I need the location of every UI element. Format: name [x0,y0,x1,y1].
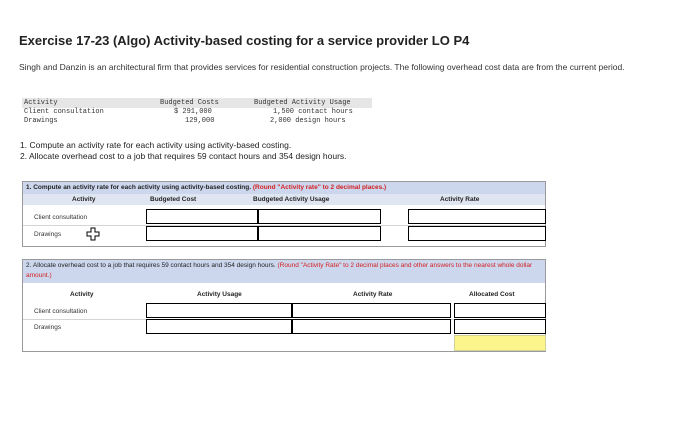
part1-row1-budgeted-cost-input[interactable] [146,209,258,224]
exercise-title: Exercise 17-23 (Algo) Activity-based costing for a service provider LO P4 [19,33,470,48]
part2-prompt-bar [23,260,545,283]
part2-row2-activity-usage-input[interactable] [146,319,292,334]
instruction-2: 2. Allocate overhead cost to a job that requires 59 contact hours and 354 design hours. [20,151,347,161]
part2-header-row [23,288,545,301]
given-header-usage: Budgeted Activity Usage [254,99,351,107]
instructions [20,140,347,162]
given-header-cost: Budgeted Costs [160,99,219,107]
part1-row1-label: Client consultation [34,214,88,221]
intro-text: Singh and Danzin is an architectural firm that provides services for residential construction projects. The following overhead cost data are from the current period. [19,62,625,72]
part2-rounding-note: (Round "Activity Rate" to 2 decimal places and other answers to the nearest whole dollar amount.) [26,262,533,279]
part2-row2-allocated-cost-input[interactable] [454,319,546,334]
move-cursor-icon [86,227,100,241]
given-row1-usage: 1,500 contact hours [273,108,353,116]
part1-col-activity: Activity [72,196,96,203]
part1-col-activity-rate: Activity Rate [440,196,480,203]
part1-col-budgeted-usage: Budgeted Activity Usage [253,196,330,203]
instruction-1: 1. Compute an activity rate for each activity using activity-based costing. [20,140,292,150]
given-row2-usage: 2,000 design hours [270,117,346,125]
part2-col-allocated-cost: Allocated Cost [469,291,515,298]
part2-col-activity-rate: Activity Rate [353,291,393,298]
part2-row1-activity-rate-input[interactable] [292,303,451,318]
part1-row2-label: Drawings [34,231,62,238]
given-data-table [22,98,372,138]
part1-col-budgeted-cost: Budgeted Cost [150,196,197,203]
part2-prompt: 2. Allocate overhead cost to a job that requires 59 contact hours and 354 design hours. [26,262,276,269]
given-row1-activity: Client consultation [24,108,104,116]
part1-row2-budgeted-cost-input[interactable] [146,226,258,241]
part2-table [22,259,546,352]
part2-row2-activity-rate-input[interactable] [292,319,451,334]
part1-table [22,181,546,247]
given-row2-cost: 129,000 [185,117,215,125]
part2-col-activity: Activity [70,291,94,298]
part2-row1-label: Client consultation [34,308,88,315]
part1-row1-activity-usage-input[interactable] [258,209,381,224]
given-row1-cost: $ 291,000 [174,108,212,116]
part2-row1-allocated-cost-input[interactable] [454,303,546,318]
part1-row2-activity-rate-input[interactable] [408,226,546,241]
part2-row1-activity-usage-input[interactable] [146,303,292,318]
given-header-activity: Activity [24,99,58,107]
part1-row2-activity-usage-input[interactable] [258,226,381,241]
part2-row2-label: Drawings [34,324,62,331]
given-row2-activity: Drawings [24,117,58,125]
part2-total-allocated-cost-input[interactable] [454,335,546,351]
part1-prompt-bar [23,182,545,194]
part1-rounding-note: (Round "Activity rate" to 2 decimal places.) [252,184,387,191]
part1-header-row [23,194,545,205]
part1-prompt: 1. Compute an activity rate for each activity using activity-based costing. [26,184,252,191]
part1-row1-activity-rate-input[interactable] [408,209,546,224]
part2-col-activity-usage: Activity Usage [197,291,242,298]
